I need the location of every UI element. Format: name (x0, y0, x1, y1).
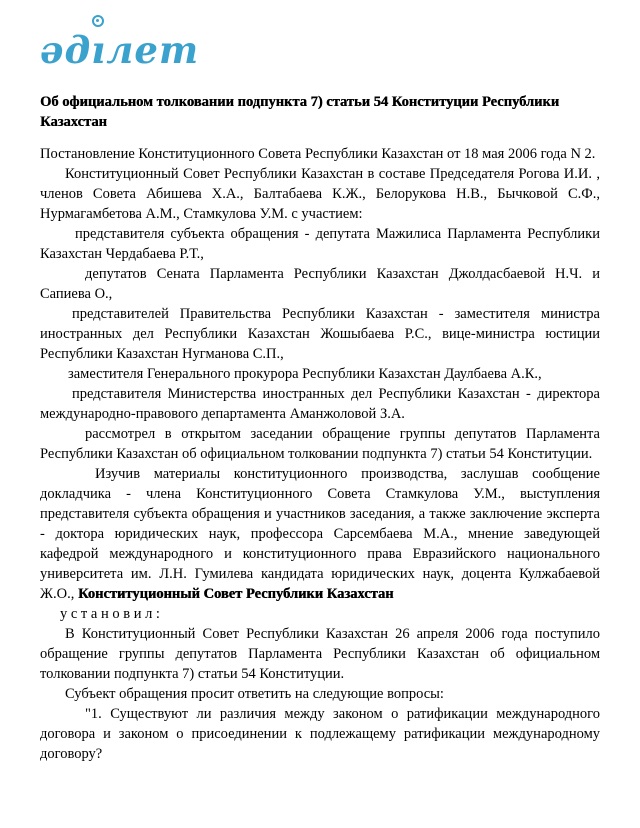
paragraph-resolution: Постановление Конституционного Совета Республики Казахстан от 18 мая 2006 года N 2. (40, 146, 596, 162)
paragraph-resolved-heading: у с т а н о в и л : (60, 606, 160, 622)
paragraph-government-representatives: представителей Правительства Республики Казахстан - заместителя министра иностранных дел Республики Казахстан Жошыбаева Р.С., вице-министра юстиции Республики Казахстан Нугманова С.П., (40, 306, 600, 362)
logo-i-stem: ı (91, 28, 107, 72)
adilet-logo-text (40, 28, 199, 72)
paragraph-text: Изучив материалы конституционного производства, заслушав сообщение докладчика - члена Конституционного Совета Стамкулова У.М., выступления представителя субъекта обращения и участников заседания, а также заключение эксперта - доктора юридических наук, профессора Сарсембаева М.А., мнение заведующей кафедрой международного и конституционного права Евразийского национального университета им. Л.Н. Гумилева кандидата юридических наук, доцента Кулжабаевой Ж.О., (40, 466, 600, 602)
paragraph-council-members: Конституционный Совет Республики Казахстан в составе Председателя Рогова И.И. , членов Совета Абишева Х.А., Балтабаева К.Ж., Белорукова Н.В., Бычковой С.Ф., Нурмагамбетова А.М., Стамкулова У.М. с участием: (40, 166, 600, 222)
logo-i (91, 26, 106, 74)
paragraph-considered: рассмотрел в открытом заседании обращение группы депутатов Парламента Республики Казахстан об официальном толковании подпункта 7) статьи 54 Конституции. (40, 426, 600, 462)
paragraph-questions-intro: Субъект обращения просит ответить на следующие вопросы: (65, 686, 444, 702)
paragraph-question-1: "1. Существуют ли различия между законом о ратификации международного договора и законом о присоединении к подлежащему ратификации международному договору? (40, 706, 600, 762)
logo-part2: лет (106, 28, 200, 72)
paragraph-bold-text: Конституционный Совет Республики Казахстан (77, 586, 394, 602)
logo-i-circle-icon (92, 15, 104, 27)
paragraph-appeal-received: В Конституционный Совет Республики Казахстан 26 апреля 2006 года поступило обращение группы депутатов Парламента Республики Казахстан об официальном толковании подпункта 7) статьи 54 Конституции. (40, 626, 600, 682)
paragraph-mfa-representative: представителя Министерства иностранных дел Республики Казахстан - директора международно-правового департамента Аманжоловой З.А. (40, 386, 600, 422)
document-title: Об официальном толковании подпункта 7) статьи 54 Конституции Республики Казахстан (40, 94, 560, 130)
adilet-logo (40, 26, 600, 78)
paragraph-senate-deputies: депутатов Сената Парламента Республики Казахстан Джолдасбаевой Н.Ч. и Сапиева О., (40, 266, 600, 302)
paragraph-having-studied (40, 464, 600, 604)
paragraph-deputy-prosecutor: заместителя Генерального прокурора Республики Казахстан Даулбаева А.К., (68, 366, 542, 382)
paragraph-representative-mazhilis: представителя субъекта обращения - депутата Мажилиса Парламента Республики Казахстан Чердабаева Р.Т., (40, 226, 600, 262)
logo-part1: әд (40, 28, 92, 72)
